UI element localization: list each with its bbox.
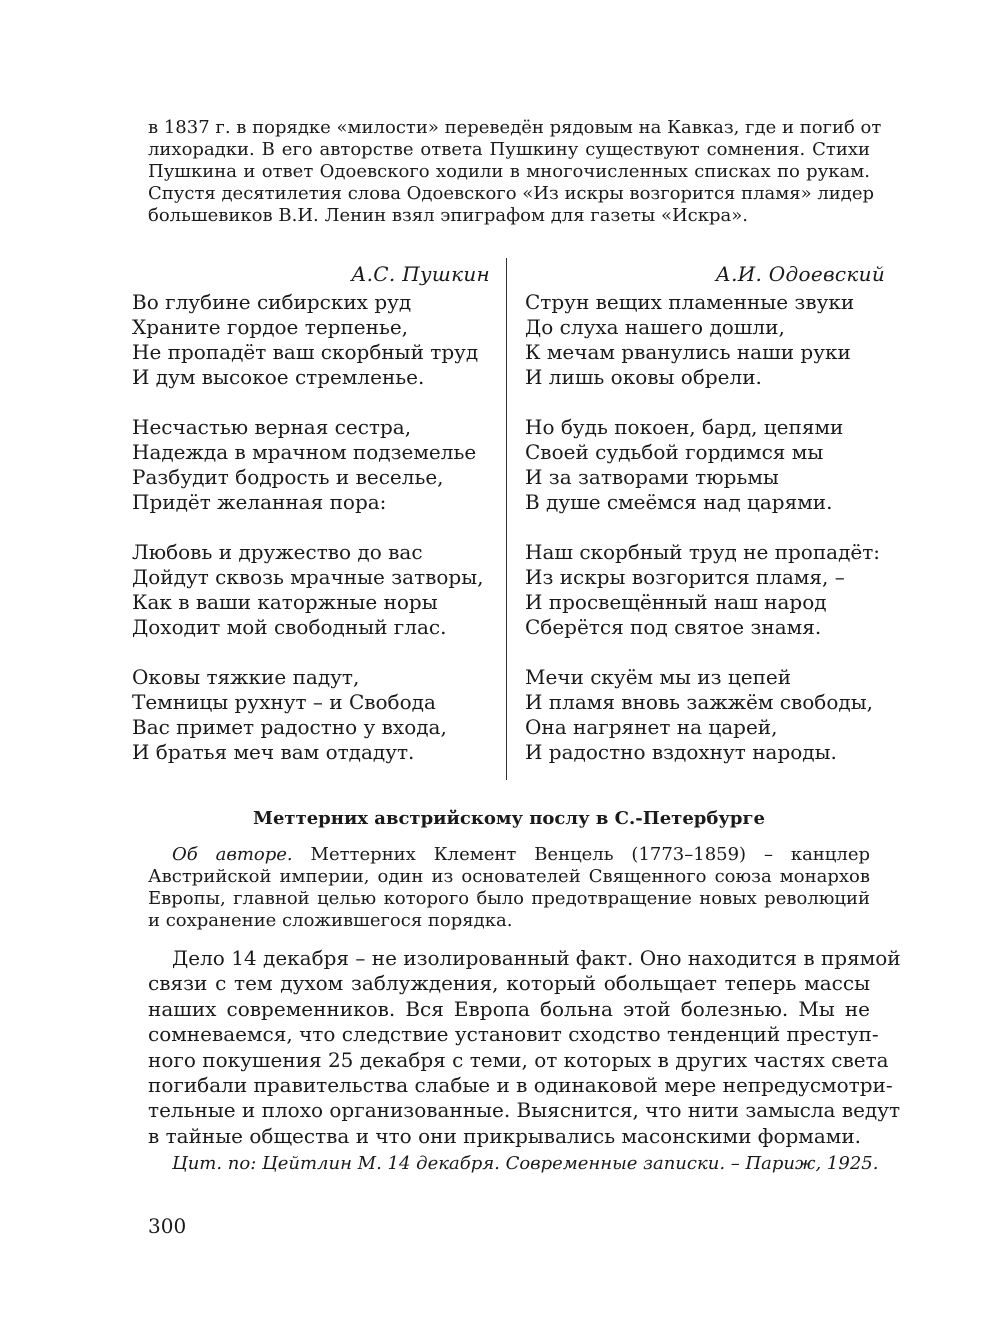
quote-line: ного покушения 25 декабря с теми, от которых в других частях света [148, 1047, 889, 1072]
poem-line: Дойдут сквозь мрачные затворы, [132, 565, 484, 589]
intro-line: лихорадки. В его авторстве ответа Пушкину существуют сомнения. Стихи [148, 139, 870, 160]
poem-line: Оковы тяжкие падут, [132, 665, 360, 689]
about-author-paragraph [148, 844, 870, 932]
poem-stanza [525, 415, 885, 515]
quote-line: тельные и плохо организованные. Выяснится, что нити замысла ведут [148, 1098, 901, 1123]
intro-paragraph [148, 117, 882, 227]
poem-author: А.И. Одоевский [715, 262, 885, 286]
poem-line: И радостно вздохнут народы. [525, 740, 837, 764]
poem-stanza [525, 540, 885, 640]
poem-line: Придёт желанная пора: [132, 490, 387, 514]
about-line: Австрийской империи, один из основателей Священного союза монархов [148, 866, 870, 887]
section-heading: Меттерних австрийскому послу в С.-Петербурге [253, 808, 765, 829]
poem-line: И пламя вновь зажжём свободы, [525, 690, 873, 714]
about-first-text: Меттерних Клемент Венцель (1773–1859) – канцлер [292, 844, 870, 865]
quote-line: наших современников. Вся Европа больна этой болезнью. Мы не [148, 996, 870, 1021]
poem-line: Несчастью верная сестра, [132, 415, 412, 439]
poem-line: Но будь покоен, бард, цепями [525, 415, 844, 439]
poem-author: А.С. Пушкин [351, 262, 490, 286]
poem-line: Как в ваши каторжные норы [132, 590, 438, 614]
quote-line: в тайные общества и что они прикрывались масонскими формами. [148, 1123, 862, 1148]
intro-line: Пушкина и ответ Одоевского ходили в многочисленных списках по рукам. [148, 161, 870, 182]
intro-line: большевиков В.И. Ленин взял эпиграфом для газеты «Искра». [148, 205, 748, 226]
poem-line: Храните гордое терпенье, [132, 315, 409, 339]
poem-pushkin [132, 262, 490, 790]
about-line: Европы, главной целью которого было предотвращение новых революций [148, 888, 870, 909]
poem-line: И лишь оковы обрели. [525, 365, 762, 389]
about-line: и сохранение сложившегося порядка. [148, 910, 513, 931]
poem-odoevsky [525, 262, 885, 790]
about-line [148, 844, 870, 866]
poem-line: И за затворами тюрьмы [525, 465, 779, 489]
poem-stanza [132, 415, 490, 515]
poem-line: Она нагрянет на царей, [525, 715, 778, 739]
poem-line: Своей судьбой гордимся мы [525, 440, 824, 464]
poem-line: К мечам рванулись наши руки [525, 340, 851, 364]
poem-line: Темницы рухнут – и Свобода [132, 690, 436, 714]
poem-line: И дум высокое стремленье. [132, 365, 425, 389]
poem-line: Наш скорбный труд не пропадёт: [525, 540, 881, 564]
quote-line: погибали правительства слабые и в одинаковой мере непредусмотри- [148, 1073, 893, 1098]
quote-paragraph [148, 946, 901, 1149]
intro-line: в 1837 г. в порядке «милости» переведён рядовым на Кавказ, где и погиб от [148, 117, 882, 138]
citation-source: Цит. по: Цейтлин М. 14 декабря. Современные записки. – Париж, 1925. [172, 1153, 879, 1174]
poem-line: Надежда в мрачном подземелье [132, 440, 477, 464]
poem-line: Доходит мой свободный глас. [132, 615, 447, 639]
poem-line: И просвещённый наш народ [525, 590, 827, 614]
quote-line: Дело 14 декабря – не изолированный факт. Оно находится в прямой [172, 946, 901, 970]
poem-line: Не пропадёт ваш скорбный труд [132, 340, 479, 364]
poem-line: Из искры возгорится пламя, – [525, 565, 845, 589]
poem-line: Сберётся под святое знамя. [525, 615, 822, 639]
quote-line: связи с тем духом заблуждения, который обольщает теперь массы [148, 971, 870, 996]
poem-stanza [525, 290, 885, 390]
poem-line: Разбудит бодрость и веселье, [132, 465, 444, 489]
intro-line: Спустя десятилетия слова Одоевского «Из искры возгорится пламя» лидер [148, 183, 875, 204]
poem-line: В душе смеёмся над царями. [525, 490, 833, 514]
poem-stanza [132, 540, 490, 640]
poem-line: До слуха нашего дошли, [525, 315, 785, 339]
poem-line: И братья меч вам отдадут. [132, 740, 415, 764]
poem-column-divider [506, 258, 507, 780]
quote-line: сомневаемся, что следствие установит сходство тенденций преступ- [148, 1022, 879, 1047]
poem-line: Любовь и дружество до вас [132, 540, 423, 564]
poem-line: Струн вещих пламенные звуки [525, 290, 855, 314]
poem-stanza [132, 290, 490, 390]
poem-stanza [132, 665, 490, 765]
poem-line: Мечи скуём мы из цепей [525, 665, 792, 689]
page-number: 300 [148, 1214, 187, 1238]
poem-line: Вас примет радостно у входа, [132, 715, 447, 739]
poem-line: Во глубине сибирских руд [132, 290, 412, 314]
about-label: Об авторе. [172, 844, 293, 865]
poem-stanza [525, 665, 885, 765]
